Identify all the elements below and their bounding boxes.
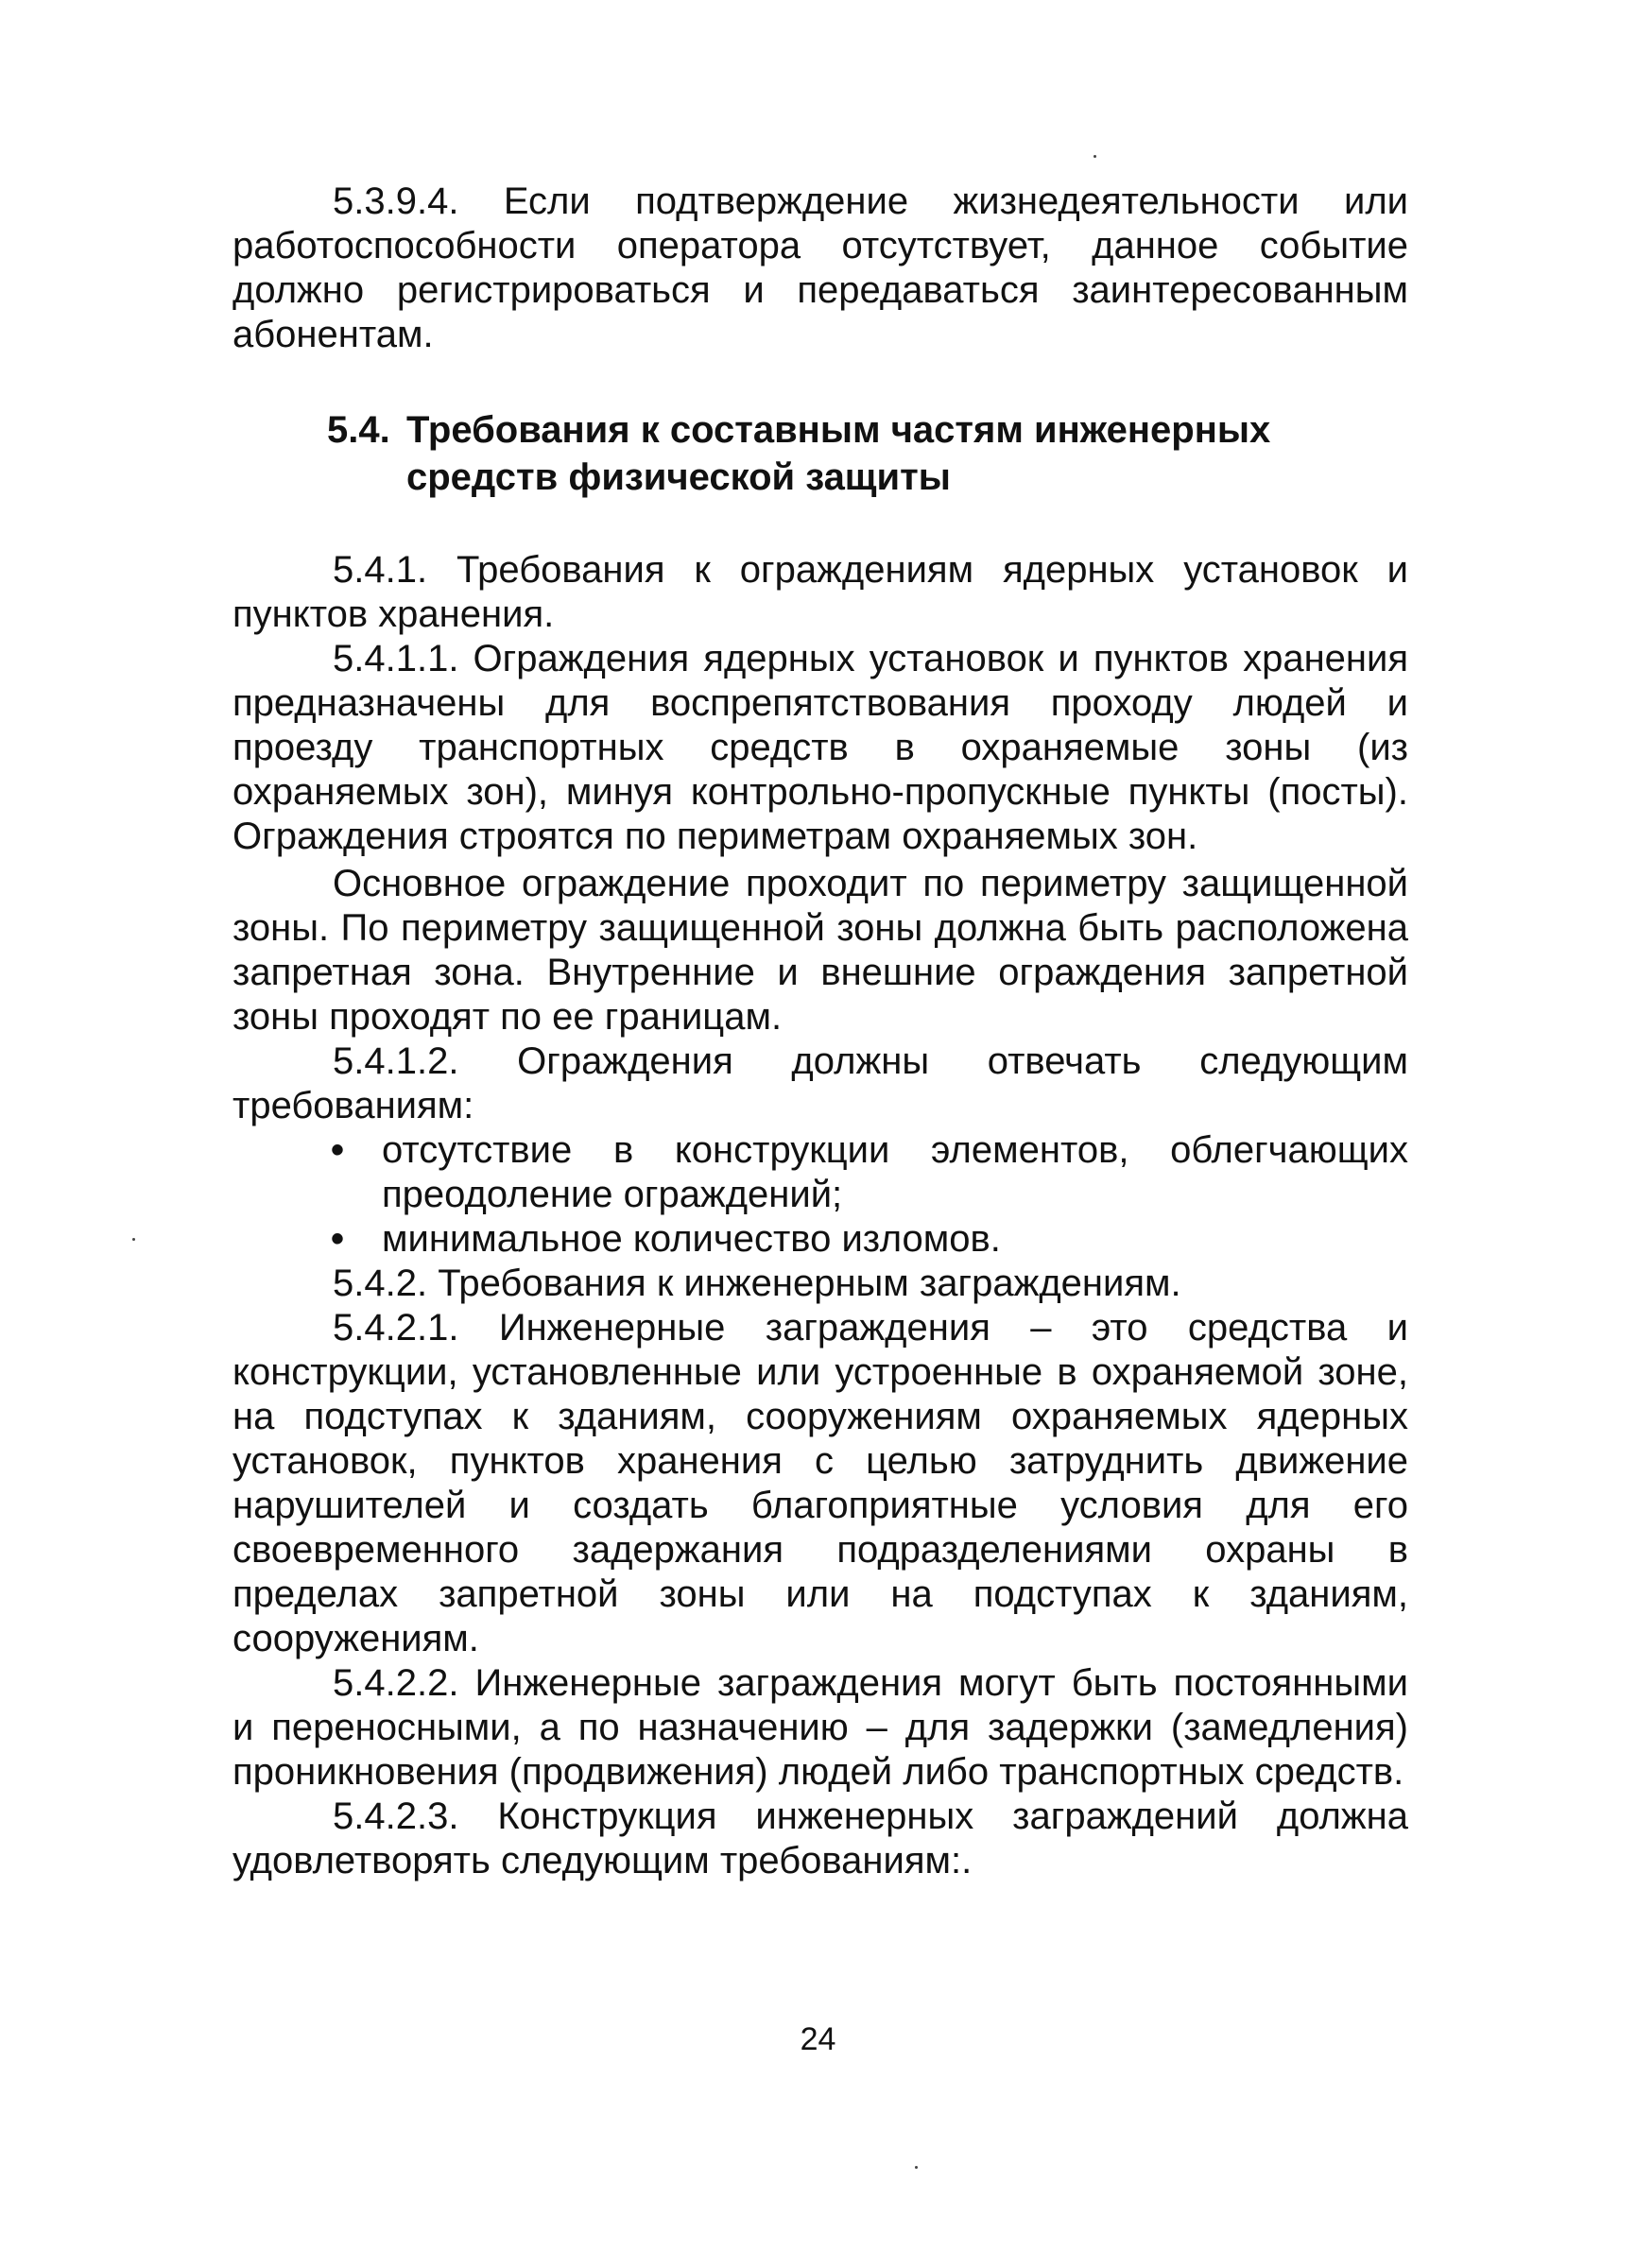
paragraph-5-4-1-1: 5.4.1.1. Ограждения ядерных установок и пунктов хранения предназначены для воспрепятствования проходу людей и проезду транспортных средств в охраняемые зоны (из охраняемых зон), минуя контрольно-пропускные пункты (посты). Ограждения строятся по периметрам охраняемых зон. — [232, 638, 1408, 857]
paragraph-5-4-1-2: 5.4.1.2. Ограждения должны отвечать следующим требованиям: — [232, 1040, 1408, 1126]
paragraph-5-4-2: 5.4.2. Требования к инженерным заграждениям. — [333, 1263, 1181, 1304]
main-section — [232, 548, 1408, 1883]
page-number: 24 — [800, 2021, 836, 2057]
paragraph-5-3-9-4: 5.3.9.4. Если подтверждение жизнедеятельности или работоспособности оператора отсутствует, данное событие должно регистрироваться и передаваться заинтересованным абонентам. — [232, 180, 1408, 355]
requirements-list — [232, 1128, 1408, 1262]
heading-number: 5.4. — [327, 409, 390, 451]
heading-line-1: Требования к составным частям инженерных — [406, 409, 1271, 451]
paragraph-5-4-2-2: 5.4.2.2. Инженерные заграждения могут быть постоянными и переносными, а по назначению – для задержки (замедления) проникновения (продвижения) людей либо транспортных средств. — [232, 1662, 1408, 1793]
paragraph-main-fence: Основное ограждение проходит по периметру защищенной зоны. По периметру защищенной зоны должна быть расположена запретная зона. Внутренние и внешние ограждения запретной зоны проходят по ее границам. — [232, 863, 1408, 1038]
list-item — [232, 1128, 1408, 1217]
paragraph-5-4-2-1: 5.4.2.1. Инженерные заграждения – это средства и конструкции, установленные или устроенные в охраняемой зоне, на подступах к зданиям, сооружениям охраняемых ядерных установок, пунктов хранения с целью затруднить движение нарушителей и создать благоприятные условия для его своевременного задержания подразделениями охраны в пределах запретной зоны или на подступах к зданиям, сооружениям. — [232, 1307, 1408, 1659]
list-item — [232, 1217, 1408, 1262]
bullet-icon: • — [331, 1129, 345, 1171]
scan-speck — [1094, 155, 1096, 158]
paragraph-5-4-2-3: 5.4.2.3. Конструкция инженерных заграждений должна удовлетворять следующим требованиям:. — [232, 1796, 1408, 1881]
intro-section — [232, 180, 1408, 357]
bullet-icon: • — [331, 1218, 345, 1260]
scan-speck — [915, 2166, 918, 2169]
heading-line-2: средств физической защиты — [406, 456, 951, 498]
list-item-text: минимальное количество изломов. — [382, 1218, 1001, 1260]
scan-speck — [132, 1238, 135, 1241]
section-heading-5-4 — [327, 406, 1367, 501]
list-item-text: отсутствие в конструкции элементов, облегчающих преодоление ограждений; — [382, 1129, 1408, 1215]
paragraph-5-4-1: 5.4.1. Требования к ограждениям ядерных установок и пунктов хранения. — [232, 549, 1408, 635]
